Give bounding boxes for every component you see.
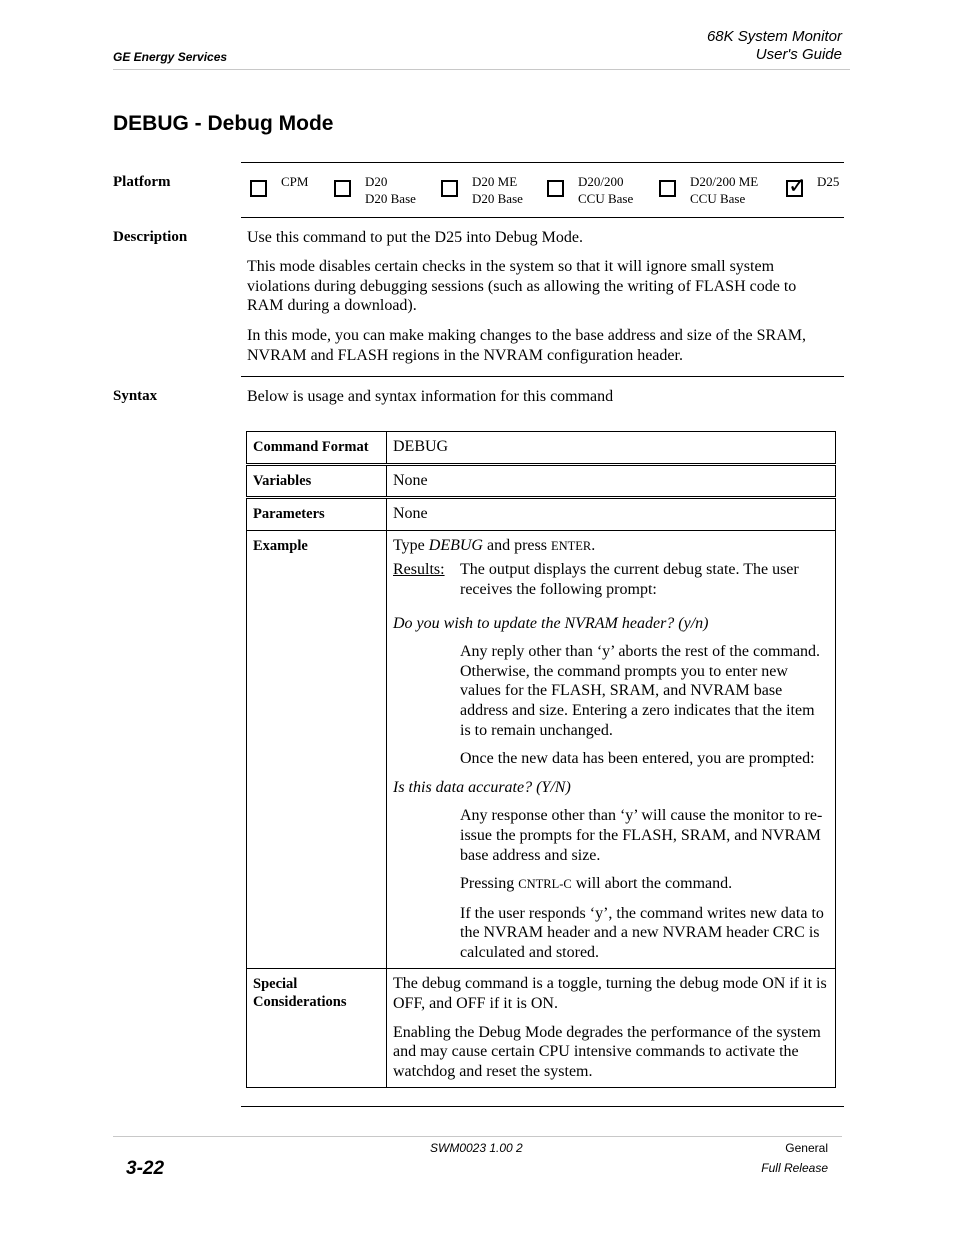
document-title-line2: User's Guide xyxy=(755,46,842,63)
header-divider xyxy=(113,69,850,70)
indented-paragraph: Once the new data has been entered, you are prompted: xyxy=(460,750,815,768)
platform-option-label: D20 ME D20 Base xyxy=(472,174,523,206)
section-bottom-divider xyxy=(241,1106,844,1107)
command-table xyxy=(246,431,836,1088)
document-title xyxy=(707,28,842,64)
table-row xyxy=(247,530,836,969)
example-label: Example xyxy=(247,530,387,969)
checkbox-icon xyxy=(547,180,564,197)
release-status: Full Release xyxy=(761,1161,828,1175)
prompt-text: Is this data accurate? (Y/N) xyxy=(393,778,571,796)
special-considerations-content xyxy=(387,969,836,1088)
parameters-label: Parameters xyxy=(247,498,387,531)
table-row xyxy=(247,498,836,531)
description-label: Description xyxy=(113,229,188,245)
checkmark-icon: ✓ xyxy=(788,174,807,199)
variables-label: Variables xyxy=(247,464,387,498)
description-para-1: Use this command to put the D25 into Debug Mode. xyxy=(247,229,583,246)
command-format-label: Command Format xyxy=(247,432,387,465)
example-instruction: Type DEBUG and press ENTER. xyxy=(393,536,596,554)
table-row xyxy=(247,464,836,498)
indented-paragraph: Pressing CNTRL-C will abort the command. xyxy=(460,875,733,893)
special-paragraph: Enabling the Debug Mode degrades the performance of the system and may cause certain CPU intensive commands to activate the watchdog and reset the system. xyxy=(393,1023,821,1080)
description-bottom-divider xyxy=(241,376,844,377)
platform-label: Platform xyxy=(113,174,171,190)
checkbox-icon xyxy=(441,180,458,197)
platform-option-label: D20/200 CCU Base xyxy=(578,174,634,206)
prompt-text: Do you wish to update the NVRAM header? (y/n) xyxy=(393,614,709,632)
example-content xyxy=(387,530,836,969)
checked-checkbox-icon xyxy=(786,174,807,199)
document-id: SWM0023 1.00 2 xyxy=(430,1141,523,1155)
parameters-value: None xyxy=(387,498,836,531)
indented-paragraph: If the user responds ‘y’, the command writes new data to the NVRAM header and a new NVRAM header CRC is calculated and stored. xyxy=(460,904,824,961)
variables-value: None xyxy=(387,464,836,498)
results-text: The output displays the current debug state. The user receives the following prompt: xyxy=(460,561,799,598)
document-title-line1: 68K System Monitor xyxy=(706,28,842,45)
special-considerations-label: Special Considerations xyxy=(247,969,387,1088)
platform-option-label: CPM xyxy=(281,174,309,189)
platform-bottom-divider xyxy=(241,217,844,218)
indented-paragraph: Any response other than ‘y’ will cause the monitor to re-issue the prompts for the FLASH, SRAM, and NVRAM base address and size. xyxy=(460,807,823,864)
platform-option-label: D25 xyxy=(817,174,840,189)
table-row xyxy=(247,969,836,1088)
page-number: 3-22 xyxy=(126,1158,165,1179)
platform-option-label: D20 D20 Base xyxy=(365,174,416,206)
key-name: CNTRL-C xyxy=(518,877,572,892)
section-name: General xyxy=(785,1141,828,1155)
indented-paragraph: Any reply other than ‘y’ aborts the rest of the command. Otherwise, the command prompts you to enter new values for the FLASH, SRAM, and NVRAM base address and size. Entering a zero indicates that the item is to remain unchanged. xyxy=(460,643,821,739)
description-para-2: This mode disables certain checks in the system so that it will ignore small system violations during debugging sessions (such as allowing the writing of FLASH code to RAM during a download). xyxy=(247,258,797,314)
command-format-value: DEBUG xyxy=(387,432,836,465)
checkbox-icon xyxy=(334,180,351,197)
special-paragraph: The debug command is a toggle, turning the debug mode ON if it is OFF, and OFF if it is ON. xyxy=(393,975,827,1013)
platform-top-divider xyxy=(241,162,844,163)
checkbox-icon xyxy=(659,180,676,197)
platform-option-label: D20/200 ME CCU Base xyxy=(690,174,759,206)
page-title: DEBUG - Debug Mode xyxy=(113,112,334,135)
results-block xyxy=(393,560,829,599)
table-row xyxy=(247,432,836,465)
results-label: Results: xyxy=(393,561,445,579)
checkbox-icon xyxy=(250,180,267,197)
description-para-3: In this mode, you can make making changes to the base address and size of the SRAM, NVRAM and FLASH regions in the NVRAM configuration header. xyxy=(247,327,806,364)
company-name: GE Energy Services xyxy=(113,50,228,64)
syntax-label: Syntax xyxy=(113,388,158,404)
footer-divider xyxy=(113,1136,842,1137)
syntax-intro: Below is usage and syntax information for this command xyxy=(247,388,614,405)
command-name: DEBUG xyxy=(428,536,483,554)
key-name: ENTER xyxy=(550,538,592,553)
